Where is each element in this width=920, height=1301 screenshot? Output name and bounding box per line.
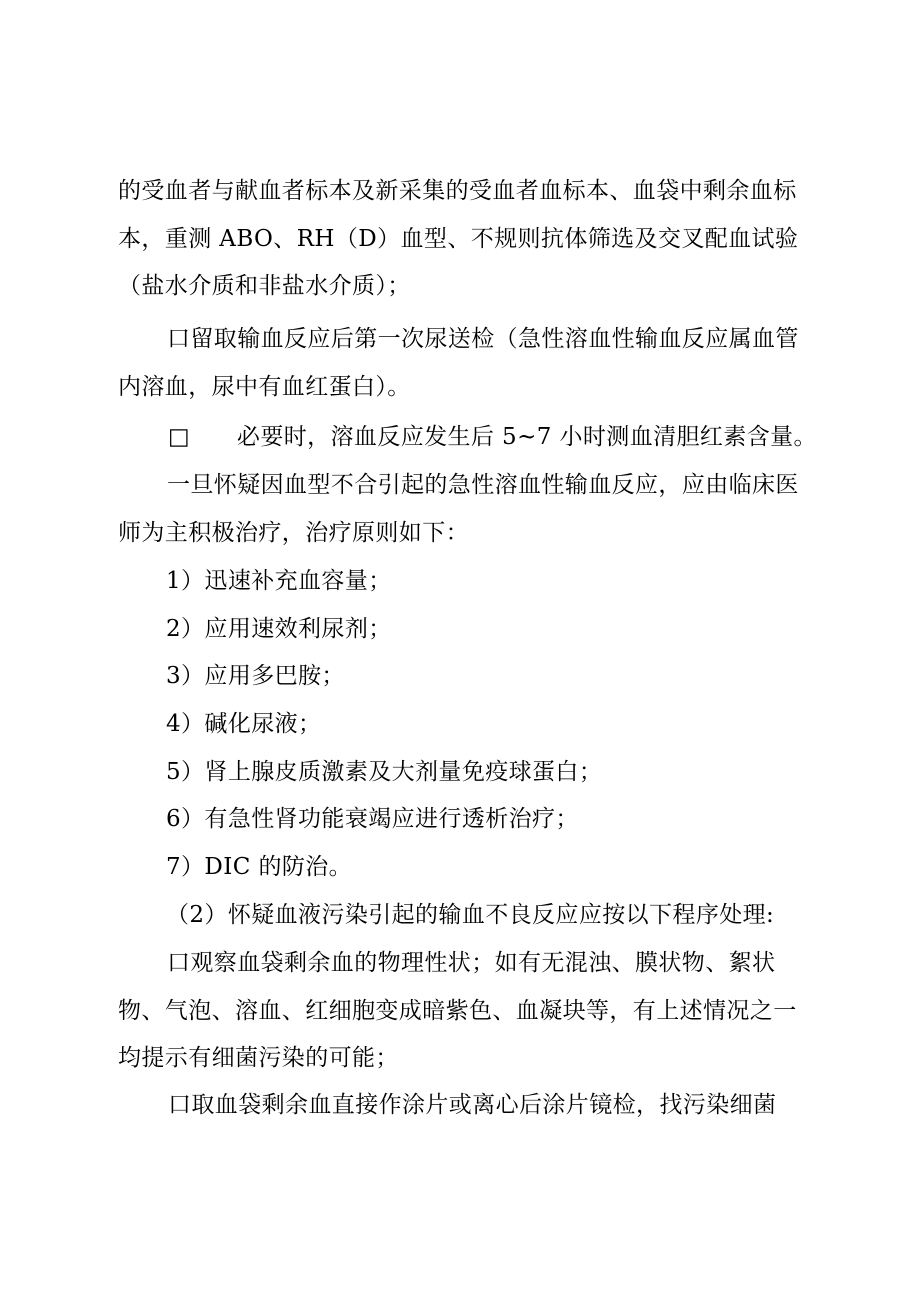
paragraph-urine-test: 口留取输血反应后第一次尿送检（急性溶血性输血反应属血管内溶血，尿中有血红蛋白）。 — [118, 326, 799, 400]
paragraph-bilirubin: □ 必要时，溶血反应发生后 5~7 小时测血清胆红素含量。 — [168, 424, 817, 450]
paragraph-smear-test: 口取血袋剩余血直接作涂片或离心后涂片镜检，找污染细菌 — [168, 1092, 777, 1118]
list-item-3: 3）应用多巴胺； — [166, 663, 345, 689]
list-item-4: 4）碱化尿液； — [166, 711, 322, 737]
paragraph-observe-blood: 口观察血袋剩余血的物理性状；如有无混浊、膜状物、絮状物、气泡、溶血、红细胞变成暗紫色、血凝块等，有上述情况之一均提示有细菌污染的可能； — [118, 950, 797, 1071]
list-item-1: 1）迅速补充血容量； — [166, 568, 392, 594]
list-item-7: 7）DIC 的防治。 — [166, 854, 353, 880]
paragraph-retest: 的受血者与献血者标本及新采集的受血者血标本、血袋中剩余血标本，重测 ABO、RH（D）血型、不规则抗体筛选及交叉配血试验（盐水介质和非盐水介质）； — [118, 178, 799, 299]
section-heading-contamination: （2）怀疑血液污染引起的输血不良反应应按以下程序处理: — [166, 902, 775, 928]
list-item-2: 2）应用速效利尿剂； — [166, 616, 392, 642]
list-item-5: 5）肾上腺皮质激素及大剂量免疫球蛋白； — [166, 759, 603, 785]
list-item-6: 6）有急性肾功能衰竭应进行透析治疗； — [166, 806, 579, 832]
paragraph-treatment-intro: 一旦怀疑因血型不合引起的急性溶血性输血反应，应由临床医师为主积极治疗，治疗原则如下： — [118, 472, 799, 546]
